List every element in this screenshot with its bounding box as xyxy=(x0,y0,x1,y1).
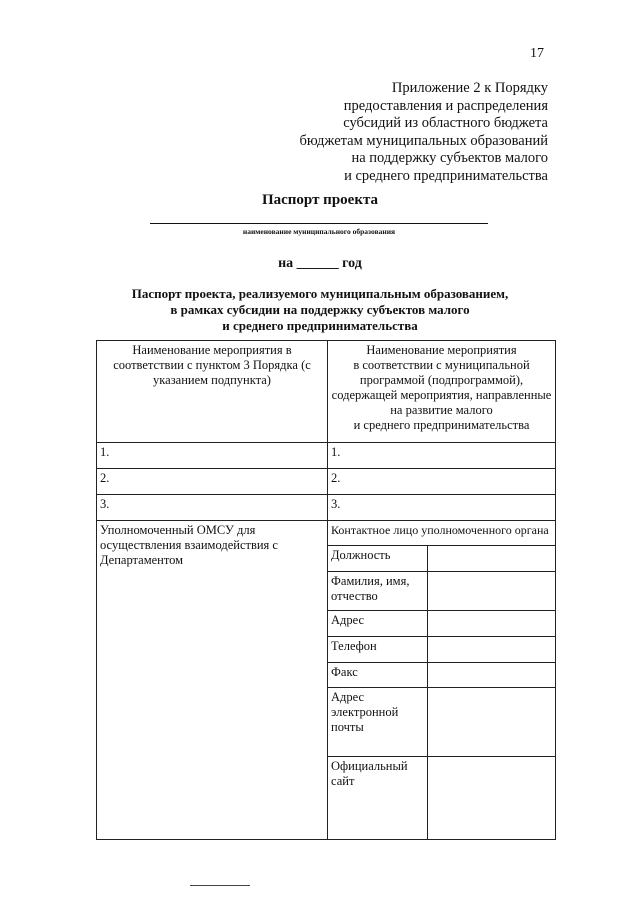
appendix-line: бюджетам муниципальных образований xyxy=(299,132,548,149)
field-value xyxy=(428,546,556,572)
page-number: 17 xyxy=(530,46,544,61)
header-line: программой (подпрограммой), xyxy=(359,373,524,387)
appendix-line: предоставления и распределения xyxy=(343,97,548,114)
municipality-blank-line xyxy=(150,223,488,224)
appendix-line: на поддержку субъектов малого xyxy=(351,150,548,166)
field-label: Факс xyxy=(328,663,428,688)
subtitle-line: Паспорт проекта, реализуемого муниципальным образованием, xyxy=(131,286,509,301)
field-label: Адрес электронной почты xyxy=(328,688,428,757)
header-right xyxy=(328,341,556,443)
header-line: Наименование мероприятия xyxy=(366,343,517,357)
field-label: Официальный сайт xyxy=(328,757,428,840)
field-label: Адрес xyxy=(328,611,428,637)
row-right: 2. xyxy=(328,469,556,495)
contact-header: Контактное лицо уполномоченного органа xyxy=(328,521,556,546)
row-left: 3. xyxy=(97,495,328,521)
subtitle-line: в рамках субсидии на поддержку субъектов малого xyxy=(170,302,470,317)
field-value xyxy=(428,637,556,663)
appendix-line: Приложение 2 к Порядку xyxy=(391,80,548,96)
field-value xyxy=(428,757,556,840)
page-title: Паспорт проекта xyxy=(261,192,379,208)
header-left: Наименование мероприятия в соответствии с пунктом 3 Порядка (с указанием подпункта) xyxy=(97,341,328,443)
field-value xyxy=(428,688,556,757)
header-line: и среднего предпринимательства xyxy=(353,418,530,432)
municipality-label: наименование муниципального образования xyxy=(242,227,396,236)
field-value xyxy=(428,572,556,611)
row-right: 3. xyxy=(328,495,556,521)
subtitle-line: и среднего предпринимательства xyxy=(222,318,418,333)
row-right: 1. xyxy=(328,443,556,469)
field-label: Должность xyxy=(328,546,428,572)
appendix-line: субсидий из областного бюджета xyxy=(343,115,548,131)
omsu-cell: Уполномоченный ОМСУ для осуществления взаимодействия с Департаментом xyxy=(97,521,328,840)
row-left: 2. xyxy=(97,469,328,495)
year-line: на ______ год xyxy=(278,256,362,271)
header-line: на развитие малого xyxy=(390,403,493,417)
header-line: содержащей мероприятия, направленные xyxy=(331,388,552,402)
subtitle xyxy=(0,286,640,334)
appendix-line: и среднего предпринимательства xyxy=(344,167,548,184)
passport-table xyxy=(96,340,556,840)
field-label: Телефон xyxy=(328,637,428,663)
header-line: в соответствии с муниципальной xyxy=(353,358,530,372)
field-value xyxy=(428,611,556,637)
row-left: 1. xyxy=(97,443,328,469)
footer-mark xyxy=(190,885,250,886)
field-value xyxy=(428,663,556,688)
appendix-note xyxy=(300,80,548,185)
field-label: Фамилия, имя, отчество xyxy=(328,572,428,611)
